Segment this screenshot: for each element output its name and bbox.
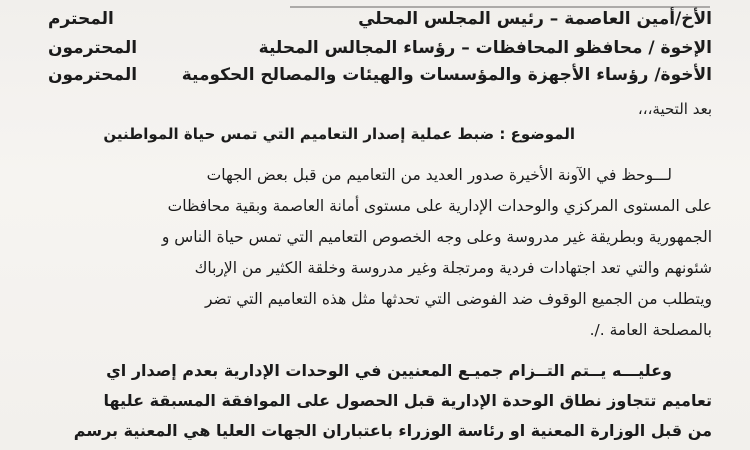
addressee-text: الأخوة/ رؤساء الأجهزة والمؤسسات والهيئات والمصالح الحكومية [181,65,712,85]
paragraph-line: ويتطلب من الجميع الوقوف ضد الفوضى التي تحدثها مثل هذه التعاميم التي تضر [204,290,712,308]
greeting: بعد التحية،،، [637,100,712,118]
paragraph-line: بالمصلحة العامة ./. [589,321,712,339]
addressee-text: الأخ/أمين العاصمة – رئيس المجلس المحلي [358,9,712,29]
addressee-line-3 [38,62,712,88]
paragraph-line: تعاميم تتجاوز نطاق الوحدة الإدارية قبل الحصول على الموافقة المسبقة عليها [103,391,712,410]
paragraph-line: من قبل الوزارة المعنية او رئاسة الوزراء باعتباران الجهات العليا هي المعنية برسم [73,421,712,440]
addressee-text: الإخوة / محافظو المحافظات – رؤساء المجالس المحلية [258,38,712,58]
paragraph-line: على المستوى المركزي والوحدات الإدارية على مستوى أمانة العاصمة وبقية محافظات [167,197,712,215]
paragraph-line: لـــوحظ في الآونة الأخيرة صدور العديد من التعاميم من قبل بعض الجهات [206,166,672,184]
addressee-honorific: المحترم [48,9,114,29]
subject-line: الموضوع : ضبط عملية إصدار التعاميم التي تمس حياة المواطنين [103,125,575,143]
body-paragraph-1 [38,160,712,346]
paragraph-line: وعليـــه يــتم التــزام جميـع المعنيين في الوحدات الإدارية بعدم إصدار اي [106,361,672,380]
addressee-line-2 [38,35,712,61]
addressee-honorific: المحترمون [48,65,138,85]
body-paragraph-2 [38,356,712,446]
addressee-honorific: المحترمون [48,38,138,58]
addressee-line-1 [38,6,712,32]
paragraph-line: شئونهم والتي تعد اجتهادات فردية ومرتجلة وغير مدروسة وخلقة الكثير من الإرباك [194,259,712,277]
paragraph-line: الجمهورية وبطريقة غير مدروسة وعلى وجه الخصوص التعاميم التي تمس حياة الناس و [161,228,712,246]
